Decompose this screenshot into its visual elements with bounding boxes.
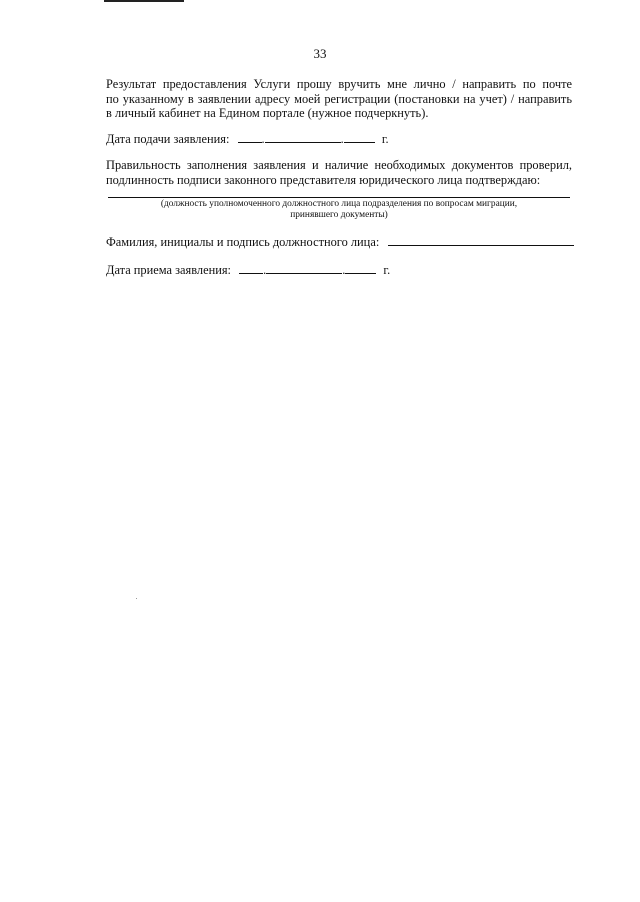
paragraph-line: подлинность подписи законного представителя юридического лица подтверждаю:	[106, 172, 541, 187]
caption-line: принявшего документы)	[290, 210, 388, 220]
submission-date-row	[106, 131, 389, 146]
paragraph-line: в личный кабинет на Едином портале (нужное подчеркнуть).	[106, 106, 429, 120]
date-separator: .	[342, 263, 346, 277]
official-signature-row	[106, 234, 574, 249]
verification-paragraph	[106, 158, 572, 187]
acceptance-date-label: Дата приема заявления:	[106, 263, 231, 277]
caption-line: (должность уполномоченного должностного лица подразделения по вопросам миграции,	[160, 199, 518, 209]
paragraph-line: Правильность заполнения заявления и наличие необходимых документов проверил,	[106, 158, 572, 172]
date-separator: .	[263, 263, 267, 277]
submission-date-label: Дата подачи заявления:	[106, 132, 230, 146]
official-signature-label: Фамилия, инициалы и подпись должностного лица:	[106, 235, 380, 249]
submission-day-field[interactable]	[238, 131, 262, 143]
page-number: 33	[313, 46, 327, 61]
submission-month-field[interactable]	[265, 131, 341, 143]
paragraph-line: по указанному в заявлении адресу моей регистрации (постановки на учет) / направить	[106, 91, 572, 106]
official-signature-field[interactable]	[388, 234, 574, 246]
year-suffix: г.	[381, 132, 389, 146]
year-suffix: г.	[383, 263, 391, 277]
acceptance-day-field[interactable]	[239, 262, 263, 274]
acceptance-month-field[interactable]	[266, 262, 342, 274]
official-position-line[interactable]	[108, 197, 570, 198]
acceptance-year-field[interactable]	[345, 262, 376, 274]
official-position-caption	[108, 199, 570, 221]
scan-speck	[136, 598, 137, 599]
result-delivery-paragraph	[106, 77, 572, 121]
acceptance-date-row	[106, 262, 390, 277]
date-separator: .	[340, 132, 344, 146]
submission-year-field[interactable]	[344, 131, 375, 143]
date-separator: .	[261, 132, 265, 146]
scan-edge-mark	[104, 0, 184, 2]
paragraph-line: Результат предоставления Услуги прошу вручить мне лично / направить по почте	[106, 77, 572, 91]
